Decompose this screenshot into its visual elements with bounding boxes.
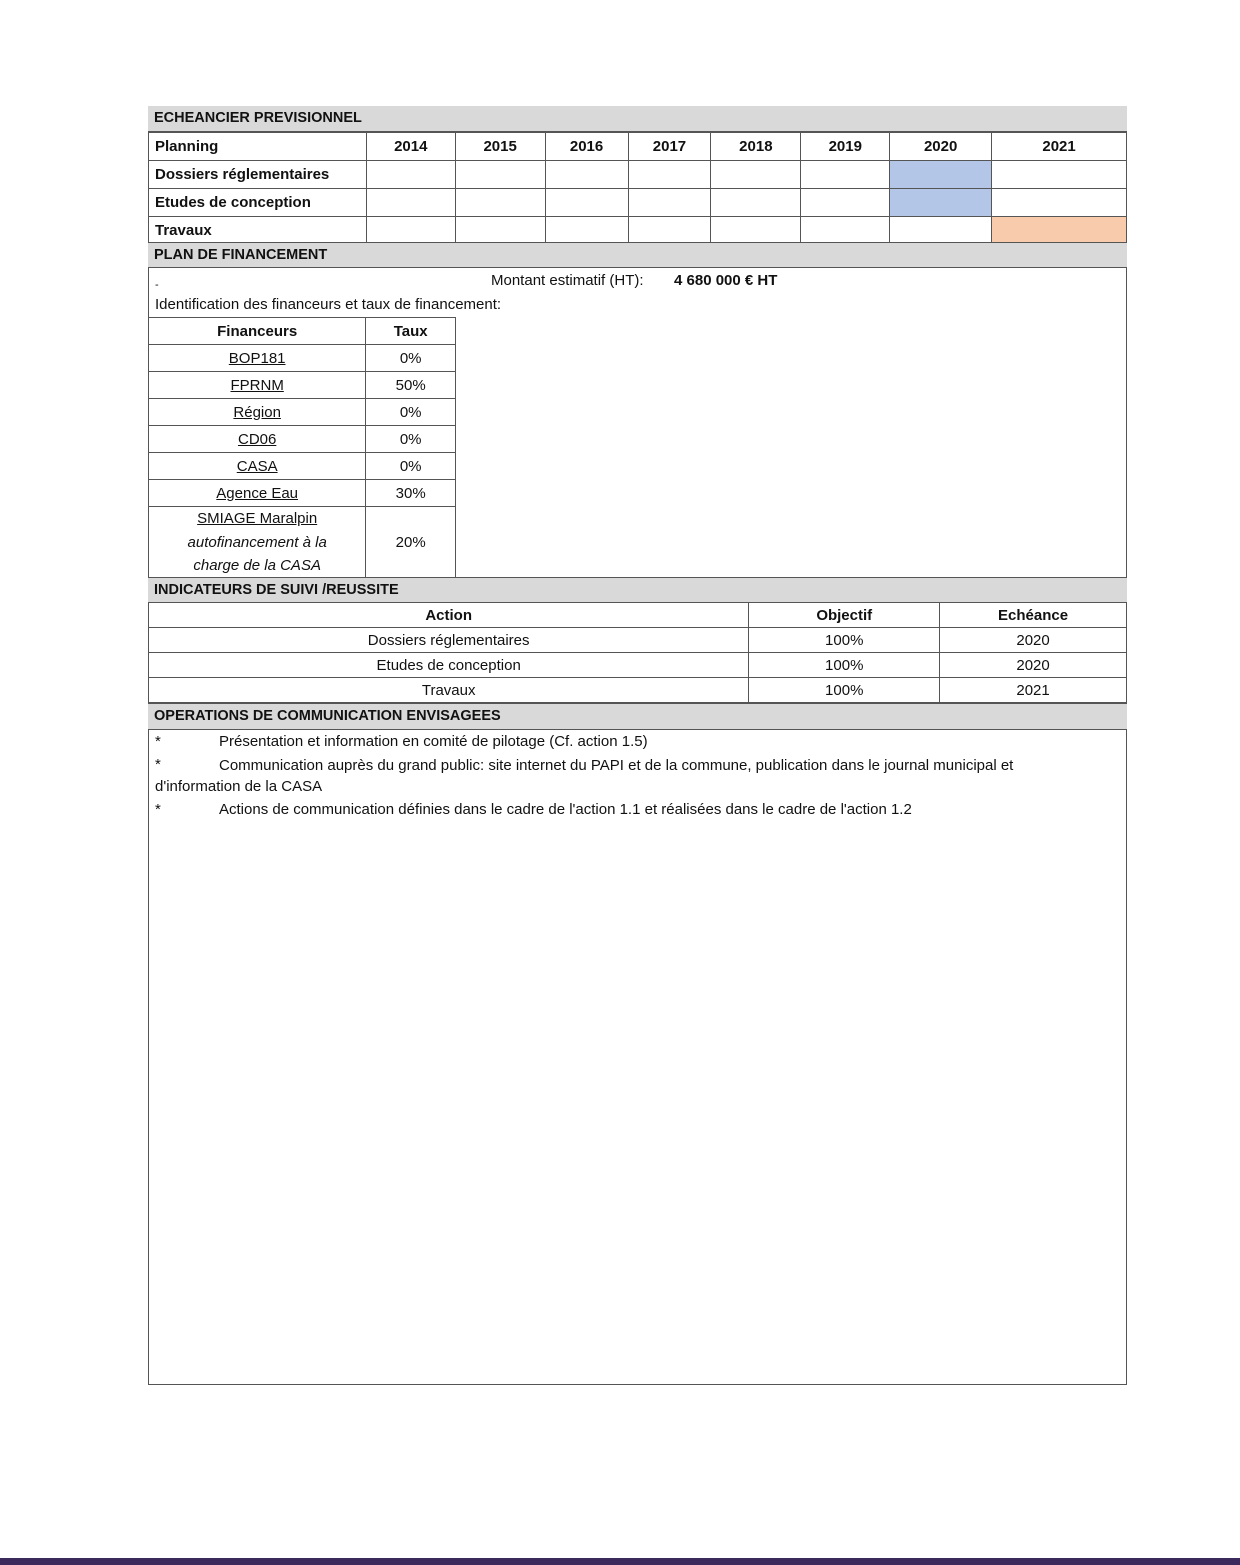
financeur-name: SMIAGE Maralpin xyxy=(197,510,318,528)
planning-cell xyxy=(992,161,1127,189)
planning-cell xyxy=(455,161,545,189)
planning-cell xyxy=(455,189,545,217)
planning-row xyxy=(149,161,1127,189)
financeur-row xyxy=(149,480,456,507)
financeur-name: CD06 xyxy=(149,426,366,453)
financeur-name: BOP181 xyxy=(149,345,366,372)
indicateur-row xyxy=(149,678,1127,703)
financeur-taux: 0% xyxy=(366,399,456,426)
financeur-taux: 0% xyxy=(366,426,456,453)
indicateur-objectif: 100% xyxy=(749,678,940,703)
planning-cell-active xyxy=(890,189,992,217)
planning-cell xyxy=(366,161,455,189)
planning-cell xyxy=(545,161,628,189)
planning-cell xyxy=(890,217,992,245)
financeur-name-multiline xyxy=(149,507,366,579)
financeurs-header-row xyxy=(149,318,456,345)
communication-item-continuation: d'information de la CASA xyxy=(155,778,323,795)
financeur-note: charge de la CASA xyxy=(193,557,321,575)
identification-text: Identification des financeurs et taux de financement: xyxy=(155,296,502,313)
year-header: 2017 xyxy=(628,133,711,161)
financeur-row xyxy=(149,372,456,399)
planning-cell xyxy=(545,189,628,217)
taux-col-header: Taux xyxy=(366,318,456,345)
indicateur-objectif: 100% xyxy=(749,653,940,678)
indicateur-action: Travaux xyxy=(149,678,749,703)
indicateur-row xyxy=(149,628,1127,653)
section-indicateurs-header: INDICATEURS DE SUIVI /REUSSITE xyxy=(148,577,1127,603)
indicateur-echeance: 2020 xyxy=(940,628,1127,653)
indicateur-echeance: 2021 xyxy=(940,678,1127,703)
financeur-taux: 30% xyxy=(366,480,456,507)
communication-item: Actions de communication définies dans le cadre de l'action 1.1 et réalisées dans le cadre de l'action 1.2 xyxy=(219,801,912,818)
montant-label: Montant estimatif (HT): xyxy=(491,272,644,289)
planning-table xyxy=(148,132,1127,245)
communication-item: Communication auprès du grand public: site internet du PAPI et de la commune, publication dans le journal municipal et xyxy=(219,757,1014,774)
indicateur-row xyxy=(149,653,1127,678)
objectif-col-header: Objectif xyxy=(749,603,940,628)
planning-cell xyxy=(366,189,455,217)
financeur-taux: 50% xyxy=(366,372,456,399)
communication-item: Présentation et information en comité de pilotage (Cf. action 1.5) xyxy=(219,733,648,750)
planning-cell xyxy=(711,161,801,189)
indicateur-action: Etudes de conception xyxy=(149,653,749,678)
planning-cell xyxy=(801,217,890,245)
financeur-taux: 0% xyxy=(366,345,456,372)
bullet-marker: * xyxy=(155,733,161,750)
planning-cell xyxy=(628,161,711,189)
planning-cell xyxy=(711,189,801,217)
planning-row-label: Travaux xyxy=(149,217,367,245)
planning-row-label: Etudes de conception xyxy=(149,189,367,217)
indicateur-action: Dossiers réglementaires xyxy=(149,628,749,653)
year-header: 2015 xyxy=(455,133,545,161)
planning-cell xyxy=(711,217,801,245)
planning-header-row xyxy=(149,133,1127,161)
financeur-row xyxy=(149,399,456,426)
planning-row-label: Dossiers réglementaires xyxy=(149,161,367,189)
planning-cell xyxy=(628,217,711,245)
planning-cell xyxy=(801,161,890,189)
year-header: 2016 xyxy=(545,133,628,161)
planning-cell-active xyxy=(992,217,1127,245)
year-header: 2021 xyxy=(992,133,1127,161)
section-echeancier-header: ECHEANCIER PREVISIONNEL xyxy=(148,106,1127,132)
financeur-note: autofinancement à la xyxy=(187,533,327,551)
financeur-name: Région xyxy=(149,399,366,426)
year-header: 2014 xyxy=(366,133,455,161)
planning-row xyxy=(149,189,1127,217)
echeance-col-header: Echéance xyxy=(940,603,1127,628)
financeur-taux: 20% xyxy=(366,507,456,579)
bullet-marker: * xyxy=(155,756,161,773)
bullet-marker: * xyxy=(155,801,161,818)
planning-cell xyxy=(455,217,545,245)
planning-cell xyxy=(801,189,890,217)
indicateurs-table xyxy=(148,602,1127,703)
planning-cell-active xyxy=(890,161,992,189)
financement-dash: - xyxy=(155,279,159,291)
action-col-header: Action xyxy=(149,603,749,628)
financeur-name: FPRNM xyxy=(149,372,366,399)
indicateur-objectif: 100% xyxy=(749,628,940,653)
indicateurs-header-row xyxy=(149,603,1127,628)
year-header: 2020 xyxy=(890,133,992,161)
financeur-taux: 0% xyxy=(366,453,456,480)
planning-cell xyxy=(366,217,455,245)
planning-row xyxy=(149,217,1127,245)
financeur-name: Agence Eau xyxy=(149,480,366,507)
financeurs-col-header: Financeurs xyxy=(149,318,366,345)
financeur-row xyxy=(149,507,456,579)
montant-value: 4 680 000 € HT xyxy=(674,272,778,289)
indicateur-echeance: 2020 xyxy=(940,653,1127,678)
financeur-row xyxy=(149,426,456,453)
planning-label: Planning xyxy=(149,133,367,161)
planning-cell xyxy=(545,217,628,245)
year-header: 2019 xyxy=(801,133,890,161)
page-bottom-bar xyxy=(0,1558,1240,1565)
section-financement-header: PLAN DE FINANCEMENT xyxy=(148,242,1127,268)
financeur-row xyxy=(149,345,456,372)
financeurs-table xyxy=(148,317,456,579)
planning-cell xyxy=(992,189,1127,217)
financeur-row xyxy=(149,453,456,480)
financeur-name: CASA xyxy=(149,453,366,480)
year-header: 2018 xyxy=(711,133,801,161)
section-communication-header: OPERATIONS DE COMMUNICATION ENVISAGEES xyxy=(148,703,1127,730)
planning-cell xyxy=(628,189,711,217)
